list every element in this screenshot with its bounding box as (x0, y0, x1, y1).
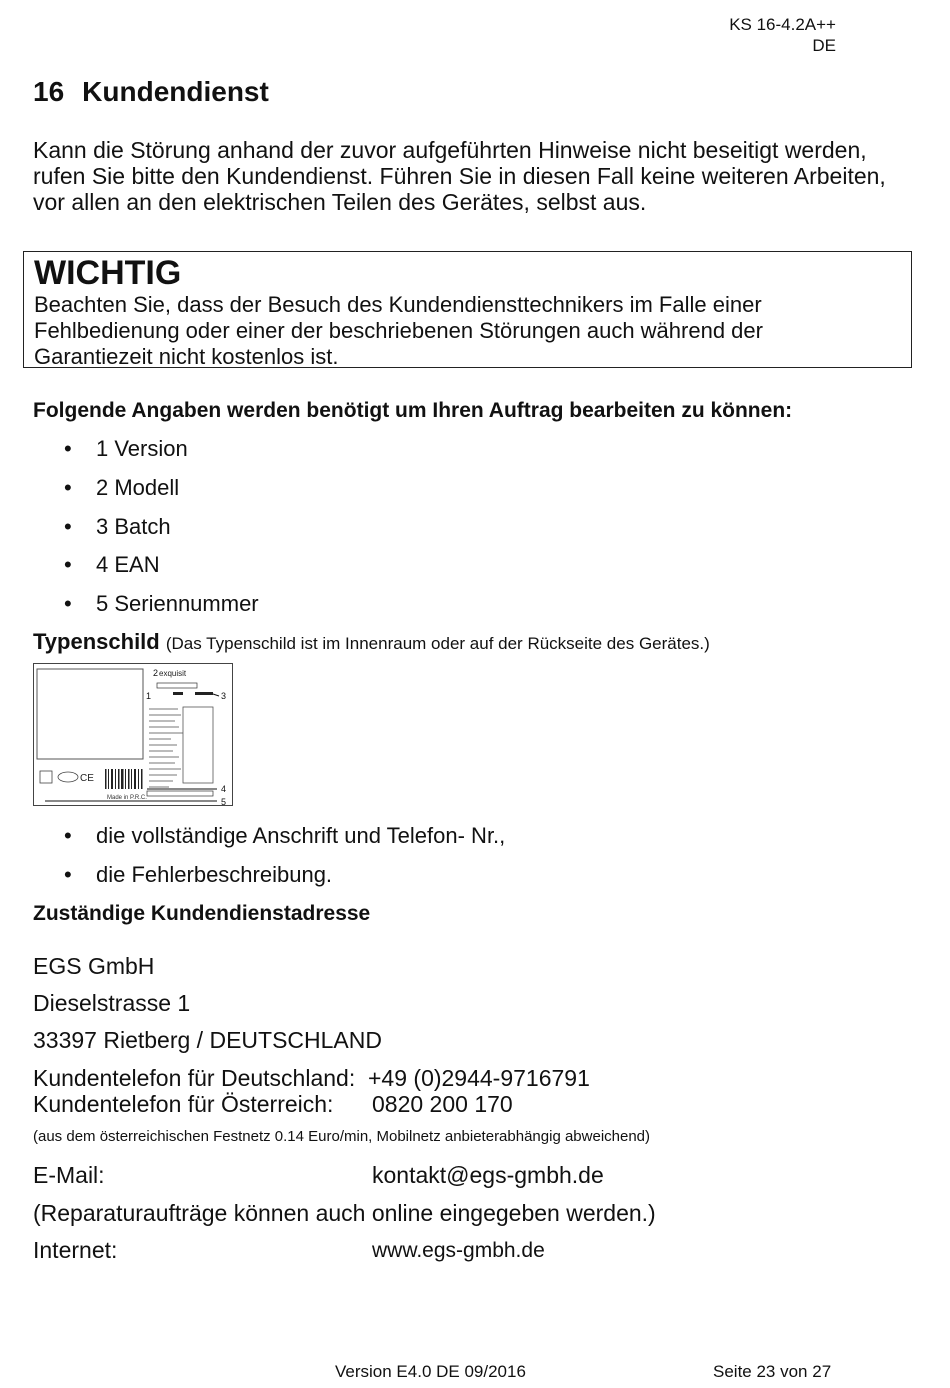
list-item: • die vollständige Anschrift und Telefon- Nr., (64, 823, 506, 848)
section-title: Kundendienst (82, 76, 269, 107)
list-item: • die Fehlerbeschreibung. (64, 862, 333, 887)
list-item: • 3 Batch (64, 514, 171, 539)
list-item: • 4 EAN (64, 552, 160, 577)
list-item: • 2 Modell (64, 475, 180, 500)
phone-at-number: 0820 200 170 (372, 1091, 513, 1117)
svg-text:4: 4 (221, 784, 227, 794)
rating-plate-image (33, 663, 233, 806)
svg-text:2: 2 (153, 668, 159, 678)
address-heading: Zuständige Kundendienstadresse (33, 902, 371, 925)
city-address: 33397 Rietberg / DEUTSCHLAND (33, 1027, 382, 1053)
model-code: KS 16-4.2A++ (729, 15, 836, 34)
section-heading (33, 76, 269, 108)
company-name: EGS GmbH (33, 953, 155, 979)
internet-label: Internet: (33, 1237, 118, 1263)
online-note: (Reparaturaufträge können auch online eingegeben werden.) (33, 1200, 656, 1226)
intro-line: rufen Sie bitte den Kundendienst. Führen Sie in diesen Fall keine weiteren Arbeiten, (33, 163, 886, 189)
list-item: • 5 Seriennummer (64, 591, 259, 616)
phone-cost-note: (aus dem österreichischen Festnetz 0.14 Euro/min, Mobilnetz anbieterabhängig abweichend) (33, 1128, 651, 1145)
document-header (729, 14, 836, 56)
email-address[interactable]: kontakt@egs-gmbh.de (372, 1162, 604, 1188)
required-heading: Folgende Angaben werden benötigt um Ihren Auftrag bearbeiten zu können: (33, 399, 793, 422)
intro-line: vor allen an den elektrischen Teilen des Gerätes, selbst aus. (33, 189, 647, 215)
notice-title: WICHTIG (34, 254, 182, 292)
plate-brand: exquisit (159, 669, 187, 678)
plate-note: (Das Typenschild ist im Innenraum oder auf der Rückseite des Gerätes.) (165, 634, 710, 653)
section-number: 16 (33, 76, 65, 107)
phone-at-label: Kundentelefon für Österreich: (33, 1091, 334, 1117)
list-item: • 1 Version (64, 436, 188, 461)
svg-text:3: 3 (221, 691, 227, 701)
street-address: Dieselstrasse 1 (33, 990, 191, 1016)
svg-text:1: 1 (146, 691, 152, 701)
svg-text:5: 5 (221, 797, 227, 806)
footer-version: Version E4.0 DE 09/2016 (335, 1362, 526, 1381)
plate-label: Typenschild (33, 629, 160, 654)
footer-page-number: Seite 23 von 27 (713, 1362, 832, 1381)
plate-made-in: Made in P.R.C. (107, 795, 147, 801)
notice-line: Beachten Sie, dass der Besuch des Kundendiensttechnikers im Falle einer (34, 292, 762, 317)
language-code: DE (812, 36, 836, 55)
intro-paragraph (33, 137, 913, 215)
phone-de-label: Kundentelefon für Deutschland: (33, 1065, 356, 1091)
email-label: E-Mail: (33, 1162, 105, 1188)
important-notice-box (23, 251, 912, 368)
website-link[interactable]: www.egs-gmbh.de (372, 1239, 545, 1262)
svg-text:CE: CE (80, 773, 94, 784)
notice-line: Garantiezeit nicht kostenlos ist. (34, 344, 339, 369)
plate-caption (33, 629, 913, 657)
notice-line: Fehlbedienung oder einer der beschriebenen Störungen auch während der (34, 318, 763, 343)
intro-line: Kann die Störung anhand der zuvor aufgeführten Hinweise nicht beseitigt werden, (33, 137, 867, 163)
phone-de-number: +49 (0)2944-9716791 (368, 1065, 590, 1091)
